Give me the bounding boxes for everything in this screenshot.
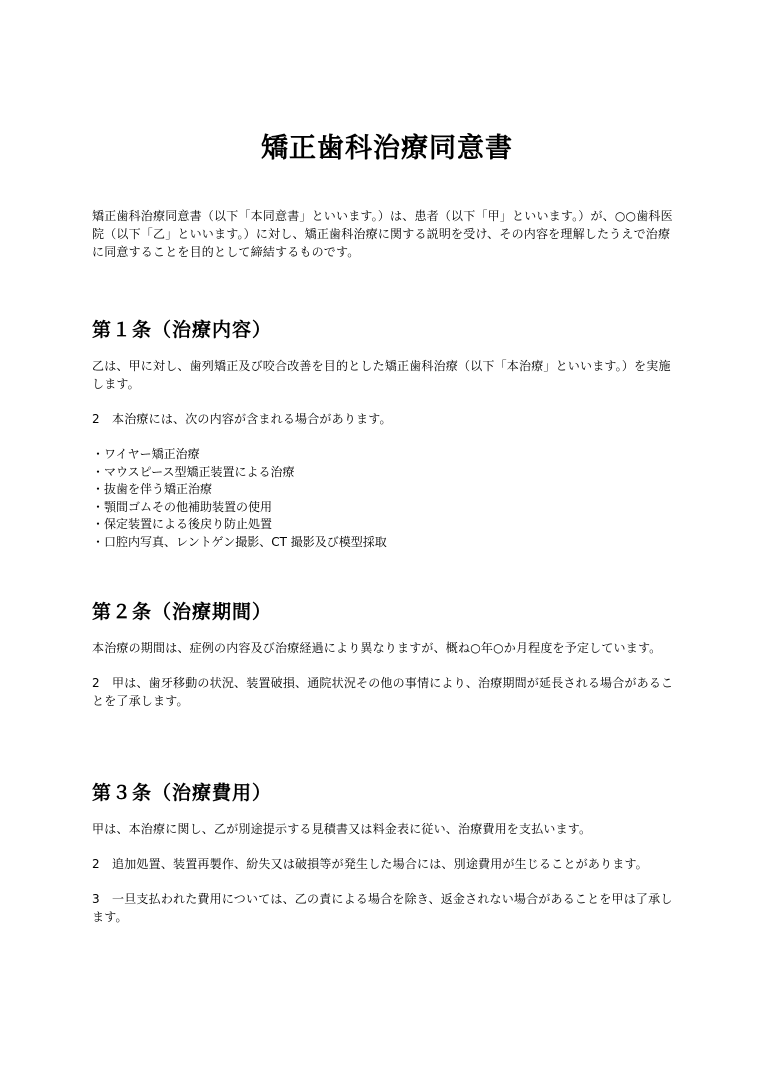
- bullet-mark: ・: [92, 482, 105, 496]
- list-item-text: 保定装置による後戻り防止処置: [104, 517, 273, 531]
- list-item-text: ワイヤー矯正治療: [104, 447, 200, 461]
- list-item-text: 顎間ゴムその他補助装置の使用: [104, 499, 273, 514]
- article-3-paragraph-1: 甲は、本治療に関し、乙が別途提示する見積書又は料金表に従い、治療費用を支払います。: [92, 822, 592, 836]
- bullet-mark: ・: [92, 447, 105, 461]
- list-item: [92, 516, 682, 534]
- article-1-paragraph-1: 乙は、甲に対し、歯列矯正及び咬合改善を目的とした矯正歯科治療（以下「本治療」といいます。）を実施します。: [92, 359, 671, 391]
- bullet-mark: ・: [92, 517, 105, 531]
- article-2-heading: 第２条（治療期間）: [92, 601, 273, 623]
- list-item: [92, 464, 682, 482]
- list-item: [92, 481, 682, 499]
- bullet-mark: ・: [92, 464, 105, 479]
- list-item-text: 口腔内写真、レントゲン撮影、CT 撮影及び模型採取: [104, 534, 387, 549]
- list-item: [92, 499, 682, 517]
- intro-paragraph: 矯正歯科治療同意書（以下「本同意書」といいます。）は、患者（以下「甲」といいます。）が、○○歯科医院（以下「乙」といいます。）に対し、矯正歯科治療に関する説明を受け、その内容を理解したうえで治療に同意することを目的として締結するものです。: [92, 209, 673, 259]
- list-item: [92, 534, 682, 552]
- article-1-heading: 第１条（治療内容）: [92, 319, 273, 341]
- article-2-body: [92, 639, 682, 710]
- article-1-paragraph-2: 2 本治療には、次の内容が含まれる場合があります。: [92, 412, 392, 426]
- article-3-paragraph-2: 2 追加処置、装置再製作、紛失又は破損等が発生した場合には、別途費用が生じることがあります。: [92, 857, 648, 871]
- treatment-content-list: [92, 446, 682, 551]
- article-1-body: [92, 357, 682, 551]
- list-item-text: 抜歯を伴う矯正治療: [104, 482, 213, 496]
- article-3-paragraph-3: 3 一旦支払われた費用については、乙の責による場合を除き、返金されない場合があることを甲は了承します。: [92, 892, 673, 924]
- article-3-heading: 第３条（治療費用）: [92, 782, 273, 804]
- article-3-body: [92, 820, 682, 926]
- list-item: [92, 446, 682, 464]
- list-item-text: マウスピース型矯正装置による治療: [104, 464, 295, 479]
- document-title: 矯正歯科治療同意書: [261, 133, 513, 164]
- article-2-paragraph-1: 本治療の期間は、症例の内容及び治療経過により異なりますが、概ね○年○か月程度を予定しています。: [92, 641, 662, 655]
- article-2-paragraph-2: 2 甲は、歯牙移動の状況、装置破損、通院状況その他の事情により、治療期間が延長される場合があることを了承します。: [92, 676, 674, 708]
- bullet-mark: ・: [92, 499, 105, 514]
- bullet-mark: ・: [92, 534, 105, 549]
